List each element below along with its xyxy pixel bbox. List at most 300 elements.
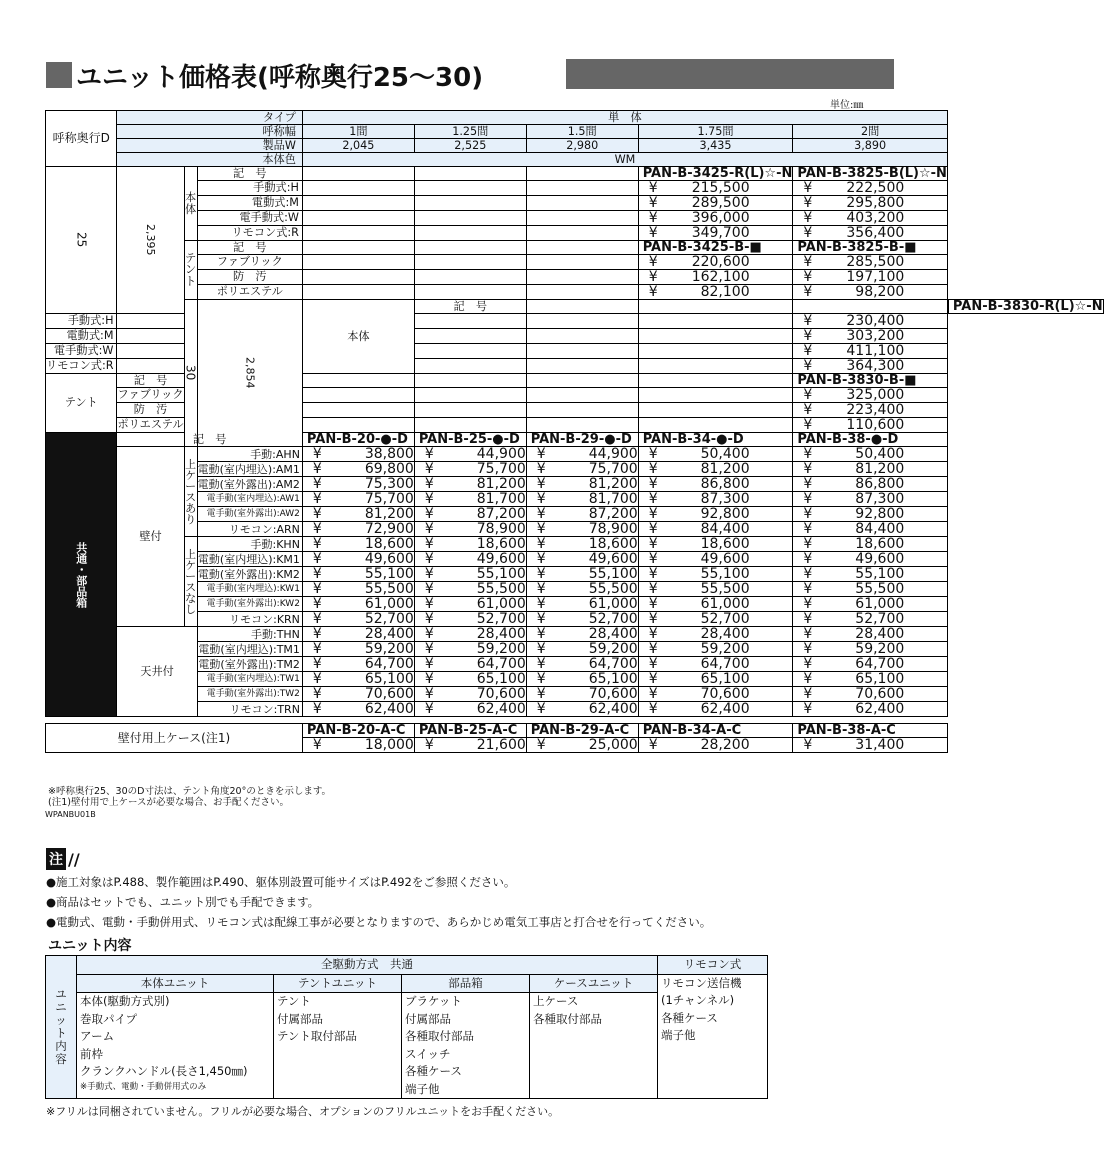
price-cell xyxy=(526,507,638,522)
doc-code: WPANBU01B xyxy=(45,810,96,819)
price-cell xyxy=(793,672,948,687)
price-cell xyxy=(793,418,948,433)
table-row xyxy=(46,507,1104,522)
price-cell xyxy=(638,687,793,702)
price-value: 28,400 xyxy=(700,626,750,642)
price-cell xyxy=(414,507,526,522)
table-row xyxy=(46,522,1104,537)
unit-item: 巻取パイプ xyxy=(80,1011,138,1026)
unit-item: リモコン送信機 xyxy=(661,975,742,990)
yen-sign: ¥ xyxy=(803,180,813,196)
yen-sign: ¥ xyxy=(424,626,434,642)
empty-cell xyxy=(526,181,638,196)
price-value: 303,200 xyxy=(846,328,905,344)
row-label: ポリエステル xyxy=(117,418,184,432)
table-row xyxy=(46,582,1104,597)
table-notes xyxy=(48,786,331,808)
empty-cell xyxy=(117,344,184,359)
model-code: PAN-B-34-A-C xyxy=(638,724,793,738)
price-cell xyxy=(638,552,793,567)
yen-sign: ¥ xyxy=(803,536,813,552)
slash-icon: // xyxy=(68,849,80,869)
price-cell xyxy=(302,492,414,507)
price-cell xyxy=(302,462,414,477)
price-value: 61,000 xyxy=(476,596,526,612)
yen-sign: ¥ xyxy=(312,686,322,702)
price-value: 49,600 xyxy=(855,551,905,567)
price-cell xyxy=(302,567,414,582)
price-value: 64,700 xyxy=(588,656,638,672)
price-value: 78,900 xyxy=(588,521,638,537)
empty-cell xyxy=(526,285,638,300)
empty-cell xyxy=(526,300,638,314)
tent-label: テント xyxy=(184,241,197,300)
price-cell xyxy=(638,627,793,642)
price-value: 411,100 xyxy=(846,343,905,359)
price-cell xyxy=(793,462,948,477)
yen-sign: ¥ xyxy=(803,461,813,477)
yen-sign: ¥ xyxy=(803,446,813,462)
price-value: 28,400 xyxy=(476,626,526,642)
price-cell xyxy=(526,477,638,492)
empty-cell xyxy=(414,418,526,433)
price-cell xyxy=(414,477,526,492)
type-label: タイプ xyxy=(117,111,302,125)
yen-sign: ¥ xyxy=(803,656,813,672)
empty-cell xyxy=(526,403,638,418)
price-cell xyxy=(526,642,638,657)
price-cell xyxy=(302,447,414,462)
price-value: 59,200 xyxy=(588,641,638,657)
row-label: リモコン:ARN xyxy=(197,522,302,537)
price-cell xyxy=(414,462,526,477)
unit-remote-header: リモコン式 xyxy=(658,956,768,975)
yen-sign: ¥ xyxy=(648,476,658,492)
table-row xyxy=(46,167,1104,181)
product-cell: 2,980 xyxy=(526,139,638,153)
price-cell xyxy=(526,552,638,567)
unit-tent-list xyxy=(274,993,402,1099)
price-value: 220,600 xyxy=(691,254,750,270)
model-code: PAN-B-3425-B-■ xyxy=(638,241,793,255)
yen-sign: ¥ xyxy=(803,491,813,507)
price-cell xyxy=(526,672,638,687)
price-cell xyxy=(638,597,793,612)
unit-col-parts: 部品箱 xyxy=(402,974,530,993)
price-cell xyxy=(526,657,638,672)
price-value: 81,700 xyxy=(476,491,526,507)
price-cell xyxy=(793,477,948,492)
price-value: 18,600 xyxy=(476,536,526,552)
yen-sign: ¥ xyxy=(312,476,322,492)
empty-cell xyxy=(414,403,526,418)
empty-cell xyxy=(414,329,526,344)
price-value: 61,000 xyxy=(700,596,750,612)
yen-sign: ¥ xyxy=(424,521,434,537)
depth-size: 2,395 xyxy=(117,167,184,314)
price-cell xyxy=(414,627,526,642)
price-value: 69,800 xyxy=(364,461,414,477)
yen-sign: ¥ xyxy=(424,686,434,702)
empty-cell xyxy=(117,314,184,329)
price-value: 28,400 xyxy=(364,626,414,642)
code-label: 記 号 xyxy=(197,241,302,255)
yen-sign: ¥ xyxy=(536,476,546,492)
unit-item: 各種取付部品 xyxy=(405,1029,474,1043)
unit-item: 本体(駆動方式別) xyxy=(80,994,170,1008)
price-value: 61,000 xyxy=(364,596,414,612)
price-cell xyxy=(414,552,526,567)
yen-sign: ¥ xyxy=(536,596,546,612)
model-code: PAN-B-3425-R(L)☆-N xyxy=(638,167,793,181)
empty-cell xyxy=(526,314,638,329)
color-value: WM xyxy=(302,153,947,167)
price-cell xyxy=(793,702,948,717)
empty-cell xyxy=(414,359,526,374)
price-value: 70,600 xyxy=(700,686,750,702)
yen-sign: ¥ xyxy=(424,536,434,552)
table-row xyxy=(46,181,1104,196)
yen-sign: ¥ xyxy=(648,195,658,211)
empty-cell xyxy=(526,388,638,403)
yen-sign: ¥ xyxy=(803,686,813,702)
price-cell xyxy=(638,492,793,507)
model-code: PAN-B-34-●-D xyxy=(638,433,793,447)
unit-item: テント取付部品 xyxy=(277,1029,357,1043)
price-value: 75,700 xyxy=(476,461,526,477)
price-cell xyxy=(414,597,526,612)
model-code: PAN-B-3830-R(L)☆-N xyxy=(948,300,1103,314)
price-cell xyxy=(638,537,793,552)
price-cell xyxy=(526,492,638,507)
price-cell xyxy=(526,597,638,612)
price-value: 55,500 xyxy=(855,581,905,597)
color-label: 本体色 xyxy=(117,153,302,167)
price-cell xyxy=(793,403,948,418)
price-value: 86,800 xyxy=(855,476,905,492)
yen-sign: ¥ xyxy=(424,491,434,507)
price-value: 59,200 xyxy=(476,641,526,657)
price-cell xyxy=(793,226,948,241)
yen-sign: ¥ xyxy=(803,387,813,403)
price-cell xyxy=(638,226,793,241)
price-cell xyxy=(526,738,638,753)
empty-cell xyxy=(414,241,526,255)
empty-cell xyxy=(526,167,638,181)
unit-item: スイッチ xyxy=(405,1046,451,1061)
notes-heading-label: 注 xyxy=(46,848,66,870)
empty-cell xyxy=(638,344,793,359)
price-cell xyxy=(414,612,526,627)
price-value: 64,700 xyxy=(700,656,750,672)
price-cell xyxy=(793,657,948,672)
footer-note: ※フリルは同梱されていません。フリルが必要な場合、オプションのフリルユニットをお手配ください。 xyxy=(46,1105,560,1118)
unit-item: アーム xyxy=(80,1029,115,1043)
price-value: 70,600 xyxy=(588,686,638,702)
empty-cell xyxy=(302,255,414,270)
empty-cell xyxy=(414,314,526,329)
row-label: ポリエステル xyxy=(197,285,302,300)
price-value: 87,200 xyxy=(588,506,638,522)
yen-sign: ¥ xyxy=(648,180,658,196)
yen-sign: ¥ xyxy=(803,358,813,374)
product-cell: 2,525 xyxy=(414,139,526,153)
table-row xyxy=(46,642,1104,657)
model-code: PAN-B-20-●-D xyxy=(302,433,414,447)
row-label: 手動:THN xyxy=(197,627,302,642)
price-value: 55,500 xyxy=(364,581,414,597)
table-row xyxy=(46,552,1104,567)
price-value: 55,100 xyxy=(855,566,905,582)
row-label: 電動(室内埋込):KM1 xyxy=(197,552,302,567)
price-cell xyxy=(414,492,526,507)
yen-sign: ¥ xyxy=(648,626,658,642)
empty-cell xyxy=(117,329,184,344)
empty-cell xyxy=(414,374,526,388)
yen-sign: ¥ xyxy=(536,701,546,717)
empty-cell xyxy=(638,374,793,388)
price-cell xyxy=(526,687,638,702)
price-table xyxy=(45,110,1104,753)
price-value: 62,400 xyxy=(700,701,750,717)
unit-col-case: ケースユニット xyxy=(530,974,658,993)
empty-cell xyxy=(638,314,793,329)
yen-sign: ¥ xyxy=(648,701,658,717)
price-value: 49,600 xyxy=(588,551,638,567)
unit-item: 各種取付部品 xyxy=(533,1011,602,1026)
price-cell xyxy=(793,642,948,657)
price-cell xyxy=(414,657,526,672)
price-value: 87,300 xyxy=(855,491,905,507)
yen-sign: ¥ xyxy=(312,671,322,687)
unit-item: (1チャンネル) xyxy=(661,993,735,1007)
yen-sign: ¥ xyxy=(648,225,658,241)
price-cell xyxy=(526,627,638,642)
empty-cell xyxy=(526,329,638,344)
price-value: 64,700 xyxy=(855,656,905,672)
price-cell xyxy=(302,582,414,597)
table-row xyxy=(46,139,1104,153)
row-label: リモコン:TRN xyxy=(197,702,302,717)
price-cell xyxy=(793,270,948,285)
empty-cell xyxy=(414,255,526,270)
yen-sign: ¥ xyxy=(803,343,813,359)
yen-sign: ¥ xyxy=(424,566,434,582)
yen-sign: ¥ xyxy=(803,313,813,329)
price-cell xyxy=(793,738,948,753)
row-label: リモコン:KRN xyxy=(197,612,302,627)
price-value: 65,100 xyxy=(588,671,638,687)
price-cell xyxy=(793,537,948,552)
price-value: 49,600 xyxy=(476,551,526,567)
price-cell xyxy=(638,672,793,687)
model-code: PAN-B-3825-B-■ xyxy=(793,241,948,255)
empty-cell xyxy=(526,226,638,241)
yen-sign: ¥ xyxy=(648,737,658,753)
price-value: 75,700 xyxy=(364,491,414,507)
price-cell xyxy=(638,447,793,462)
row-label: 電手動(室内埋込):KW1 xyxy=(197,582,302,597)
empty-cell xyxy=(526,255,638,270)
price-cell xyxy=(302,657,414,672)
unit-remote-list xyxy=(658,974,768,1099)
model-code: PAN-B-38-A-C xyxy=(793,724,948,738)
price-cell xyxy=(793,492,948,507)
price-cell xyxy=(302,522,414,537)
unit-label: 単位:㎜ xyxy=(830,100,864,111)
price-value: 81,700 xyxy=(588,491,638,507)
row-label: ファブリック xyxy=(117,388,184,402)
empty-cell xyxy=(793,300,948,314)
model-code: PAN-B-25-A-C xyxy=(414,724,526,738)
price-cell xyxy=(638,738,793,753)
empty-cell xyxy=(414,226,526,241)
empty-cell xyxy=(638,359,793,374)
empty-cell xyxy=(302,403,414,418)
yen-sign: ¥ xyxy=(424,671,434,687)
empty-cell xyxy=(414,181,526,196)
yen-sign: ¥ xyxy=(648,566,658,582)
price-value: 356,400 xyxy=(846,225,905,241)
price-cell xyxy=(638,522,793,537)
price-value: 18,600 xyxy=(364,536,414,552)
price-value: 87,200 xyxy=(476,506,526,522)
yen-sign: ¥ xyxy=(312,491,322,507)
ceiling-label: 天井付 xyxy=(117,627,197,717)
yen-sign: ¥ xyxy=(803,402,813,418)
price-cell xyxy=(793,196,948,211)
price-cell xyxy=(793,359,948,374)
unit-item: 前枠 xyxy=(80,1046,103,1061)
note-upper-case: (注1)壁付用で上ケースが必要な場合、お手配ください。 xyxy=(48,797,289,808)
body-label: 本体 xyxy=(184,167,197,241)
unit-contents-table xyxy=(45,955,768,1099)
price-cell xyxy=(793,329,948,344)
yen-sign: ¥ xyxy=(803,611,813,627)
price-cell xyxy=(302,477,414,492)
price-value: 81,200 xyxy=(364,506,414,522)
table-row xyxy=(46,226,1104,241)
yen-sign: ¥ xyxy=(536,671,546,687)
unit-item: 各種ケース xyxy=(405,1064,462,1078)
yen-sign: ¥ xyxy=(648,521,658,537)
notes-list xyxy=(46,872,711,932)
yen-sign: ¥ xyxy=(424,656,434,672)
price-value: 21,600 xyxy=(476,737,526,753)
price-cell xyxy=(638,477,793,492)
empty-cell xyxy=(414,196,526,211)
price-value: 44,900 xyxy=(588,446,638,462)
price-cell xyxy=(414,582,526,597)
code-label: 記 号 xyxy=(197,167,302,181)
price-cell xyxy=(793,507,948,522)
empty-cell xyxy=(638,329,793,344)
yen-sign: ¥ xyxy=(648,656,658,672)
model-code: PAN-B-38-●-D xyxy=(793,433,948,447)
price-cell xyxy=(302,507,414,522)
price-value: 75,700 xyxy=(588,461,638,477)
yen-sign: ¥ xyxy=(312,611,322,627)
price-cell xyxy=(638,642,793,657)
price-cell xyxy=(638,196,793,211)
price-cell xyxy=(302,627,414,642)
price-value: 87,300 xyxy=(700,491,750,507)
price-cell xyxy=(638,567,793,582)
price-cell xyxy=(793,211,948,226)
yen-sign: ¥ xyxy=(424,737,434,753)
price-value: 55,100 xyxy=(476,566,526,582)
price-value: 65,100 xyxy=(364,671,414,687)
yen-sign: ¥ xyxy=(424,596,434,612)
empty-cell xyxy=(302,167,414,181)
price-value: 295,800 xyxy=(846,195,905,211)
price-value: 81,200 xyxy=(855,461,905,477)
table-row xyxy=(46,433,1104,447)
yen-sign: ¥ xyxy=(536,446,546,462)
unit-col-tent: テントユニット xyxy=(274,974,402,993)
tent-label: テント xyxy=(46,374,117,433)
yen-sign: ¥ xyxy=(312,446,322,462)
price-value: 396,000 xyxy=(691,210,750,226)
price-cell xyxy=(793,552,948,567)
price-value: 75,300 xyxy=(364,476,414,492)
price-value: 92,800 xyxy=(700,506,750,522)
yen-sign: ¥ xyxy=(424,446,434,462)
price-value: 18,600 xyxy=(700,536,750,552)
table-row xyxy=(46,462,1104,477)
model-code: PAN-B-29-A-C xyxy=(526,724,638,738)
parts-label: 共通・部品箱 xyxy=(46,433,117,717)
yen-sign: ¥ xyxy=(803,737,813,753)
price-value: 44,900 xyxy=(476,446,526,462)
yen-sign: ¥ xyxy=(424,611,434,627)
price-cell xyxy=(302,552,414,567)
yen-sign: ¥ xyxy=(312,656,322,672)
row-label: 手動式:H xyxy=(46,314,117,329)
price-value: 403,200 xyxy=(846,210,905,226)
price-cell xyxy=(793,388,948,403)
model-code: PAN-B-20-A-C xyxy=(302,724,414,738)
yen-sign: ¥ xyxy=(536,611,546,627)
unit-item: ブラケット xyxy=(405,994,462,1008)
price-cell xyxy=(526,582,638,597)
price-value: 84,400 xyxy=(700,521,750,537)
price-cell xyxy=(638,462,793,477)
price-value: 49,600 xyxy=(364,551,414,567)
table-row xyxy=(46,687,1104,702)
note-item: ●電動式、電動・手動併用式、リモコン式は配線工事が必要となりますので、あらかじめ電気工事店と打合せを行ってください。 xyxy=(46,915,712,929)
price-value: 82,100 xyxy=(700,284,750,300)
row-label: 電手動(室外露出):KW2 xyxy=(197,597,302,612)
yen-sign: ¥ xyxy=(648,671,658,687)
yen-sign: ¥ xyxy=(803,641,813,657)
price-value: 28,200 xyxy=(700,737,750,753)
table-row xyxy=(46,477,1104,492)
price-value: 52,700 xyxy=(476,611,526,627)
price-value: 65,100 xyxy=(476,671,526,687)
price-value: 325,000 xyxy=(846,387,905,403)
note-d-dimension: ※呼称奥行25、30のD寸法は、テント角度20°のときを示します。 xyxy=(48,786,332,797)
price-cell xyxy=(526,447,638,462)
unit-item: 付属部品 xyxy=(277,1011,323,1026)
price-cell xyxy=(793,612,948,627)
price-value: 81,200 xyxy=(700,461,750,477)
note-item: ●商品はセットでも、ユニット別でも手配できます。 xyxy=(46,895,320,909)
wall-label: 壁付 xyxy=(117,447,184,627)
price-cell xyxy=(793,255,948,270)
product-label: 製品W xyxy=(117,139,302,153)
yen-sign: ¥ xyxy=(536,626,546,642)
